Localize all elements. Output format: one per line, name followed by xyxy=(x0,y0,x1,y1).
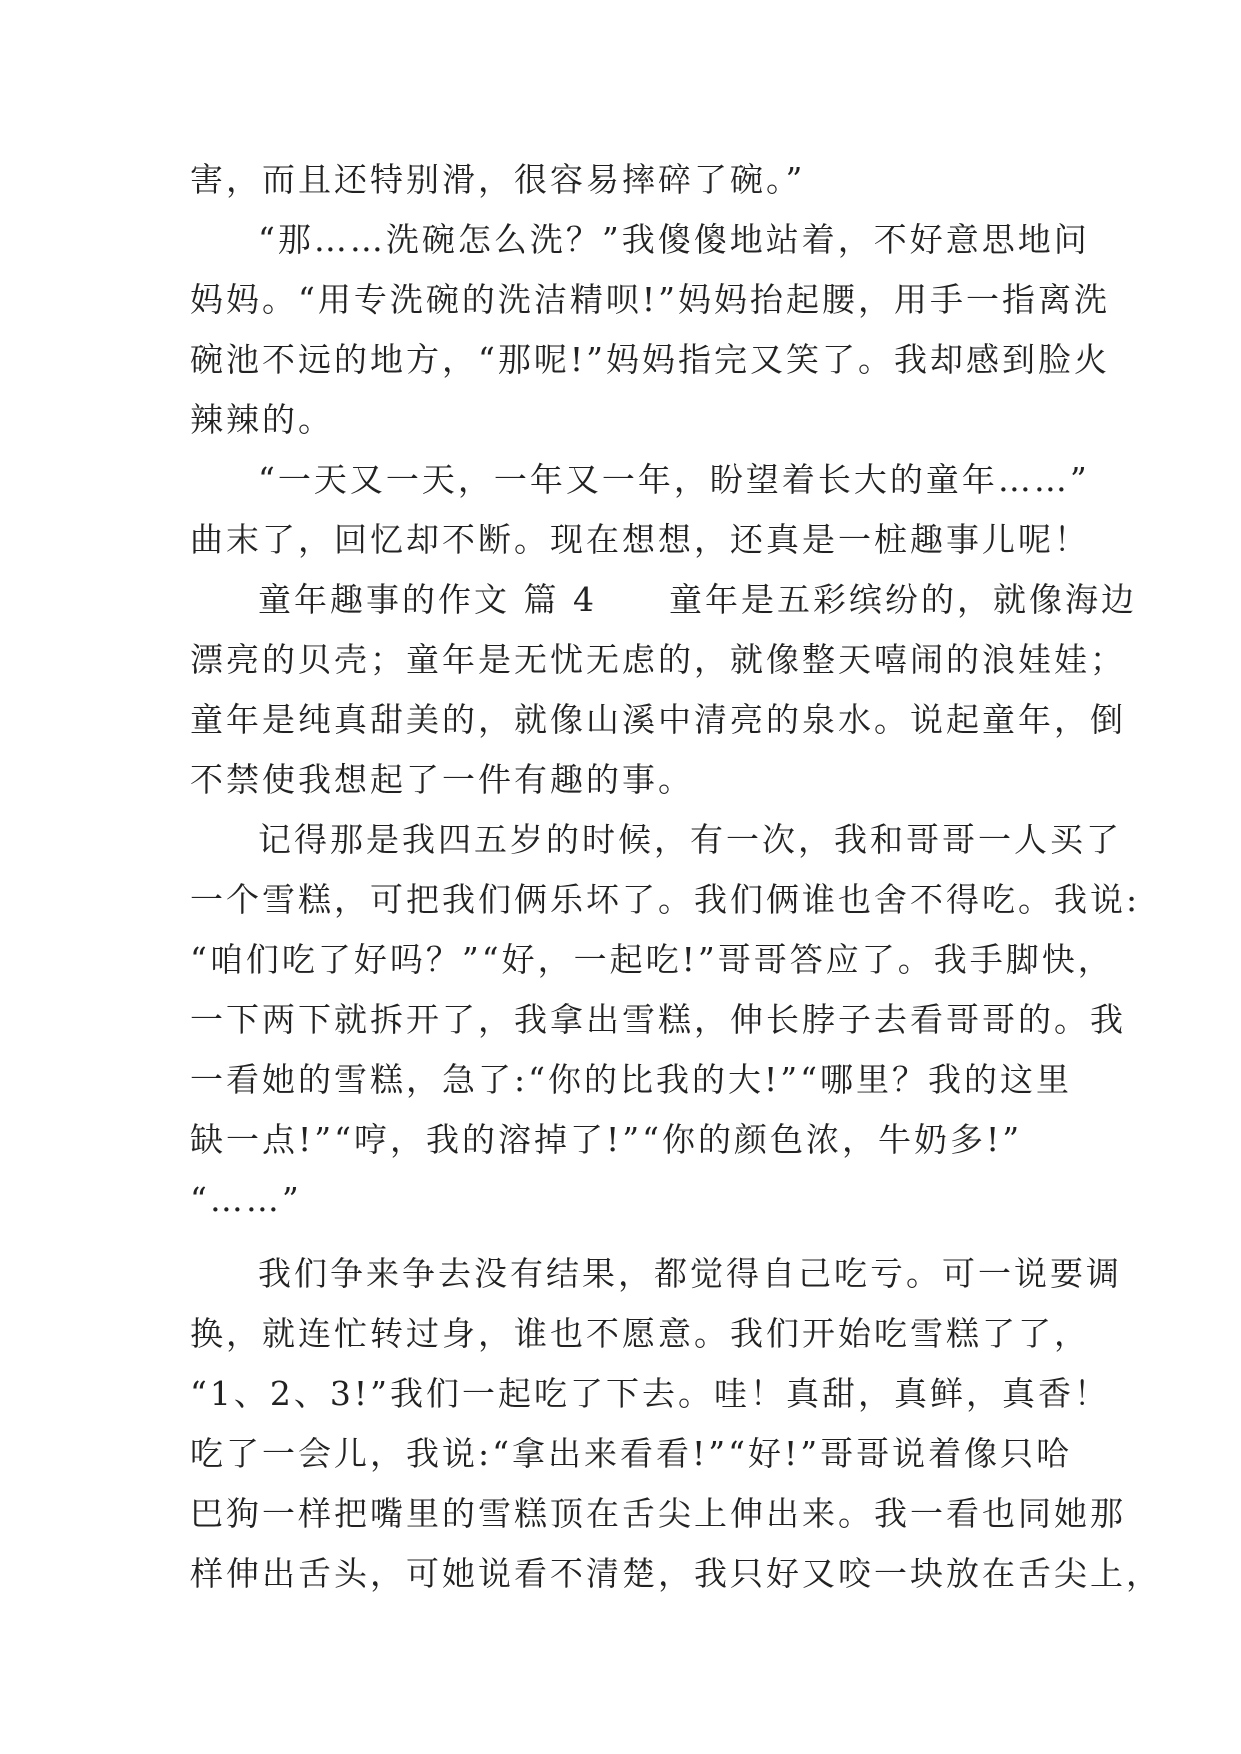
text-line: 漂亮的贝壳；童年是无忧无虑的，就像整天嘻闹的浪娃娃； xyxy=(190,640,1126,679)
text-line: 吃了一会儿，我说:“拿出来看看!”“好!”哥哥说着像只哈 xyxy=(190,1434,1073,1473)
text-line: 缺一点!”“哼，我的溶掉了!”“你的颜色浓，牛奶多!” xyxy=(190,1120,1023,1159)
text-line: 我们争来争去没有结果，都觉得自己吃亏。可一说要调 xyxy=(258,1254,1122,1293)
text-line: “1、2、3!”我们一起吃了下去。哇！真甜，真鲜，真香！ xyxy=(190,1374,1110,1413)
document-body xyxy=(190,150,1162,1604)
text-line: 害，而且还特别滑，很容易摔碎了碗。” xyxy=(190,160,806,199)
text-line: 一个雪糕，可把我们俩乐坏了。我们俩谁也舍不得吃。我说: xyxy=(190,880,1141,919)
text-line: 一看她的雪糕，急了:“你的比我的大!”“哪里？我的这里 xyxy=(190,1060,1072,1099)
text-line: 不禁使我想起了一件有趣的事。 xyxy=(190,760,694,799)
section-heading-line: 童年趣事的作文 篇 4 童年是五彩缤纷的，就像海边 xyxy=(258,580,1137,619)
text-line: “咱们吃了好吗？”“好，一起吃!”哥哥答应了。我手脚快， xyxy=(190,940,1114,979)
text-line: 样伸出舌头，可她说看不清楚，我只好又咬一块放在舌尖上， xyxy=(190,1554,1162,1593)
text-line: 巴狗一样把嘴里的雪糕顶在舌尖上伸出来。我一看也同她那 xyxy=(190,1494,1126,1533)
text-line: “那……洗碗怎么洗？”我傻傻地站着，不好意思地问 xyxy=(258,220,1090,259)
text-line: “……” xyxy=(190,1180,302,1219)
text-line: 妈妈。“用专洗碗的洗洁精呗!”妈妈抬起腰，用手一指离洗 xyxy=(190,280,1111,319)
text-line: 记得那是我四五岁的时候，有一次，我和哥哥一人买了 xyxy=(258,820,1122,859)
text-line: 曲末了，回忆却不断。现在想想，还真是一桩趣事儿呢！ xyxy=(190,520,1090,559)
text-line: 童年是纯真甜美的，就像山溪中清亮的泉水。说起童年，倒 xyxy=(190,700,1126,739)
text-line: 一下两下就拆开了，我拿出雪糕，伸长脖子去看哥哥的。我 xyxy=(190,1000,1126,1039)
text-line: “一天又一天，一年又一年，盼望着长大的童年……” xyxy=(258,460,1090,499)
text-line: 碗池不远的地方，“那呢!”妈妈指完又笑了。我却感到脸火 xyxy=(190,340,1111,379)
text-line: 辣辣的。 xyxy=(190,400,334,439)
text-line: 换，就连忙转过身，谁也不愿意。我们开始吃雪糕了了， xyxy=(190,1314,1090,1353)
